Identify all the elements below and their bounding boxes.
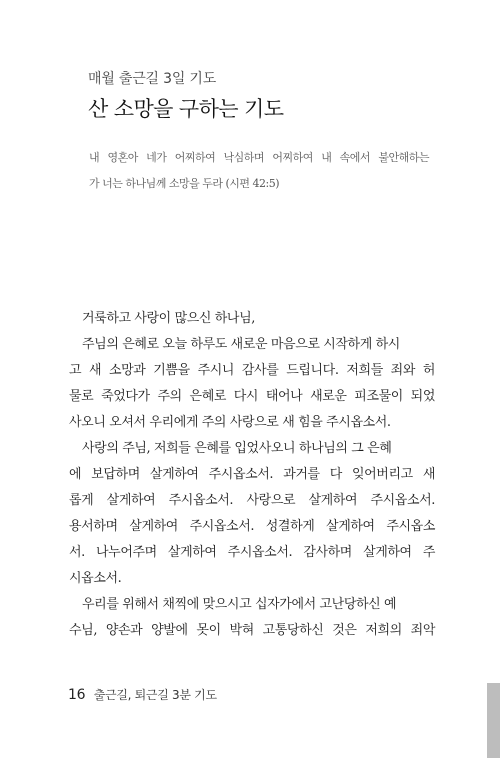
page-footer [68, 686, 217, 703]
prayer-body [69, 306, 435, 644]
body-line: 에 보답하며 살게하여 주시옵소서. 과거를 다 잊어버리고 새 [69, 467, 435, 482]
epigraph-line: 가 너는 하나님께 소망을 두라 (시편 42:5) [89, 177, 280, 190]
epigraph-verse [89, 150, 429, 202]
body-line: 용서하며 살게하여 주시옵소서. 성결하게 살게하여 주시옵소 [69, 519, 435, 534]
body-line: 사오니 오셔서 우리에게 주의 사랑으로 새 힘을 주시옵소서. [69, 415, 391, 430]
body-line: 물로 죽었다가 주의 은혜로 다시 태어나 새로운 피조물이 되었 [69, 389, 435, 404]
body-line: 우리를 위해서 채찍에 맞으시고 십자가에서 고난당하신 예 [82, 597, 397, 612]
section-kicker: 매월 출근길 3일 기도 [88, 71, 217, 87]
body-line: 거룩하고 사랑이 많으신 하나님, [82, 311, 255, 326]
page-number: 16 [68, 687, 86, 703]
chapter-thumb-tab [487, 683, 500, 758]
page-title: 산 소망을 구하는 기도 [88, 97, 284, 121]
body-line: 롭게 살게하여 주시옵소서. 사랑으로 살게하여 주시옵소서. [69, 493, 435, 508]
body-line: 시옵소서. [69, 571, 122, 586]
body-line: 사랑의 주님, 저희들 은혜를 입었사오니 하나님의 그 은혜 [82, 441, 392, 456]
body-line: 서. 나누어주며 살게하여 주시옵소서. 감사하며 살게하여 주 [69, 545, 435, 560]
running-title: 출근길, 퇴근길 3분 기도 [93, 688, 217, 702]
body-line: 수님, 양손과 양발에 못이 박혀 고통당하신 것은 저희의 죄악 [69, 623, 435, 638]
epigraph-line: 내 영혼아 네가 어찌하여 낙심하며 어찌하여 내 속에서 불안해하는 [89, 151, 429, 164]
body-line: 고 새 소망과 기쁨을 주시니 감사를 드립니다. 저희들 죄와 허 [69, 363, 435, 378]
body-line: 주님의 은혜로 오늘 하루도 새로운 마음으로 시작하게 하시 [82, 337, 400, 352]
